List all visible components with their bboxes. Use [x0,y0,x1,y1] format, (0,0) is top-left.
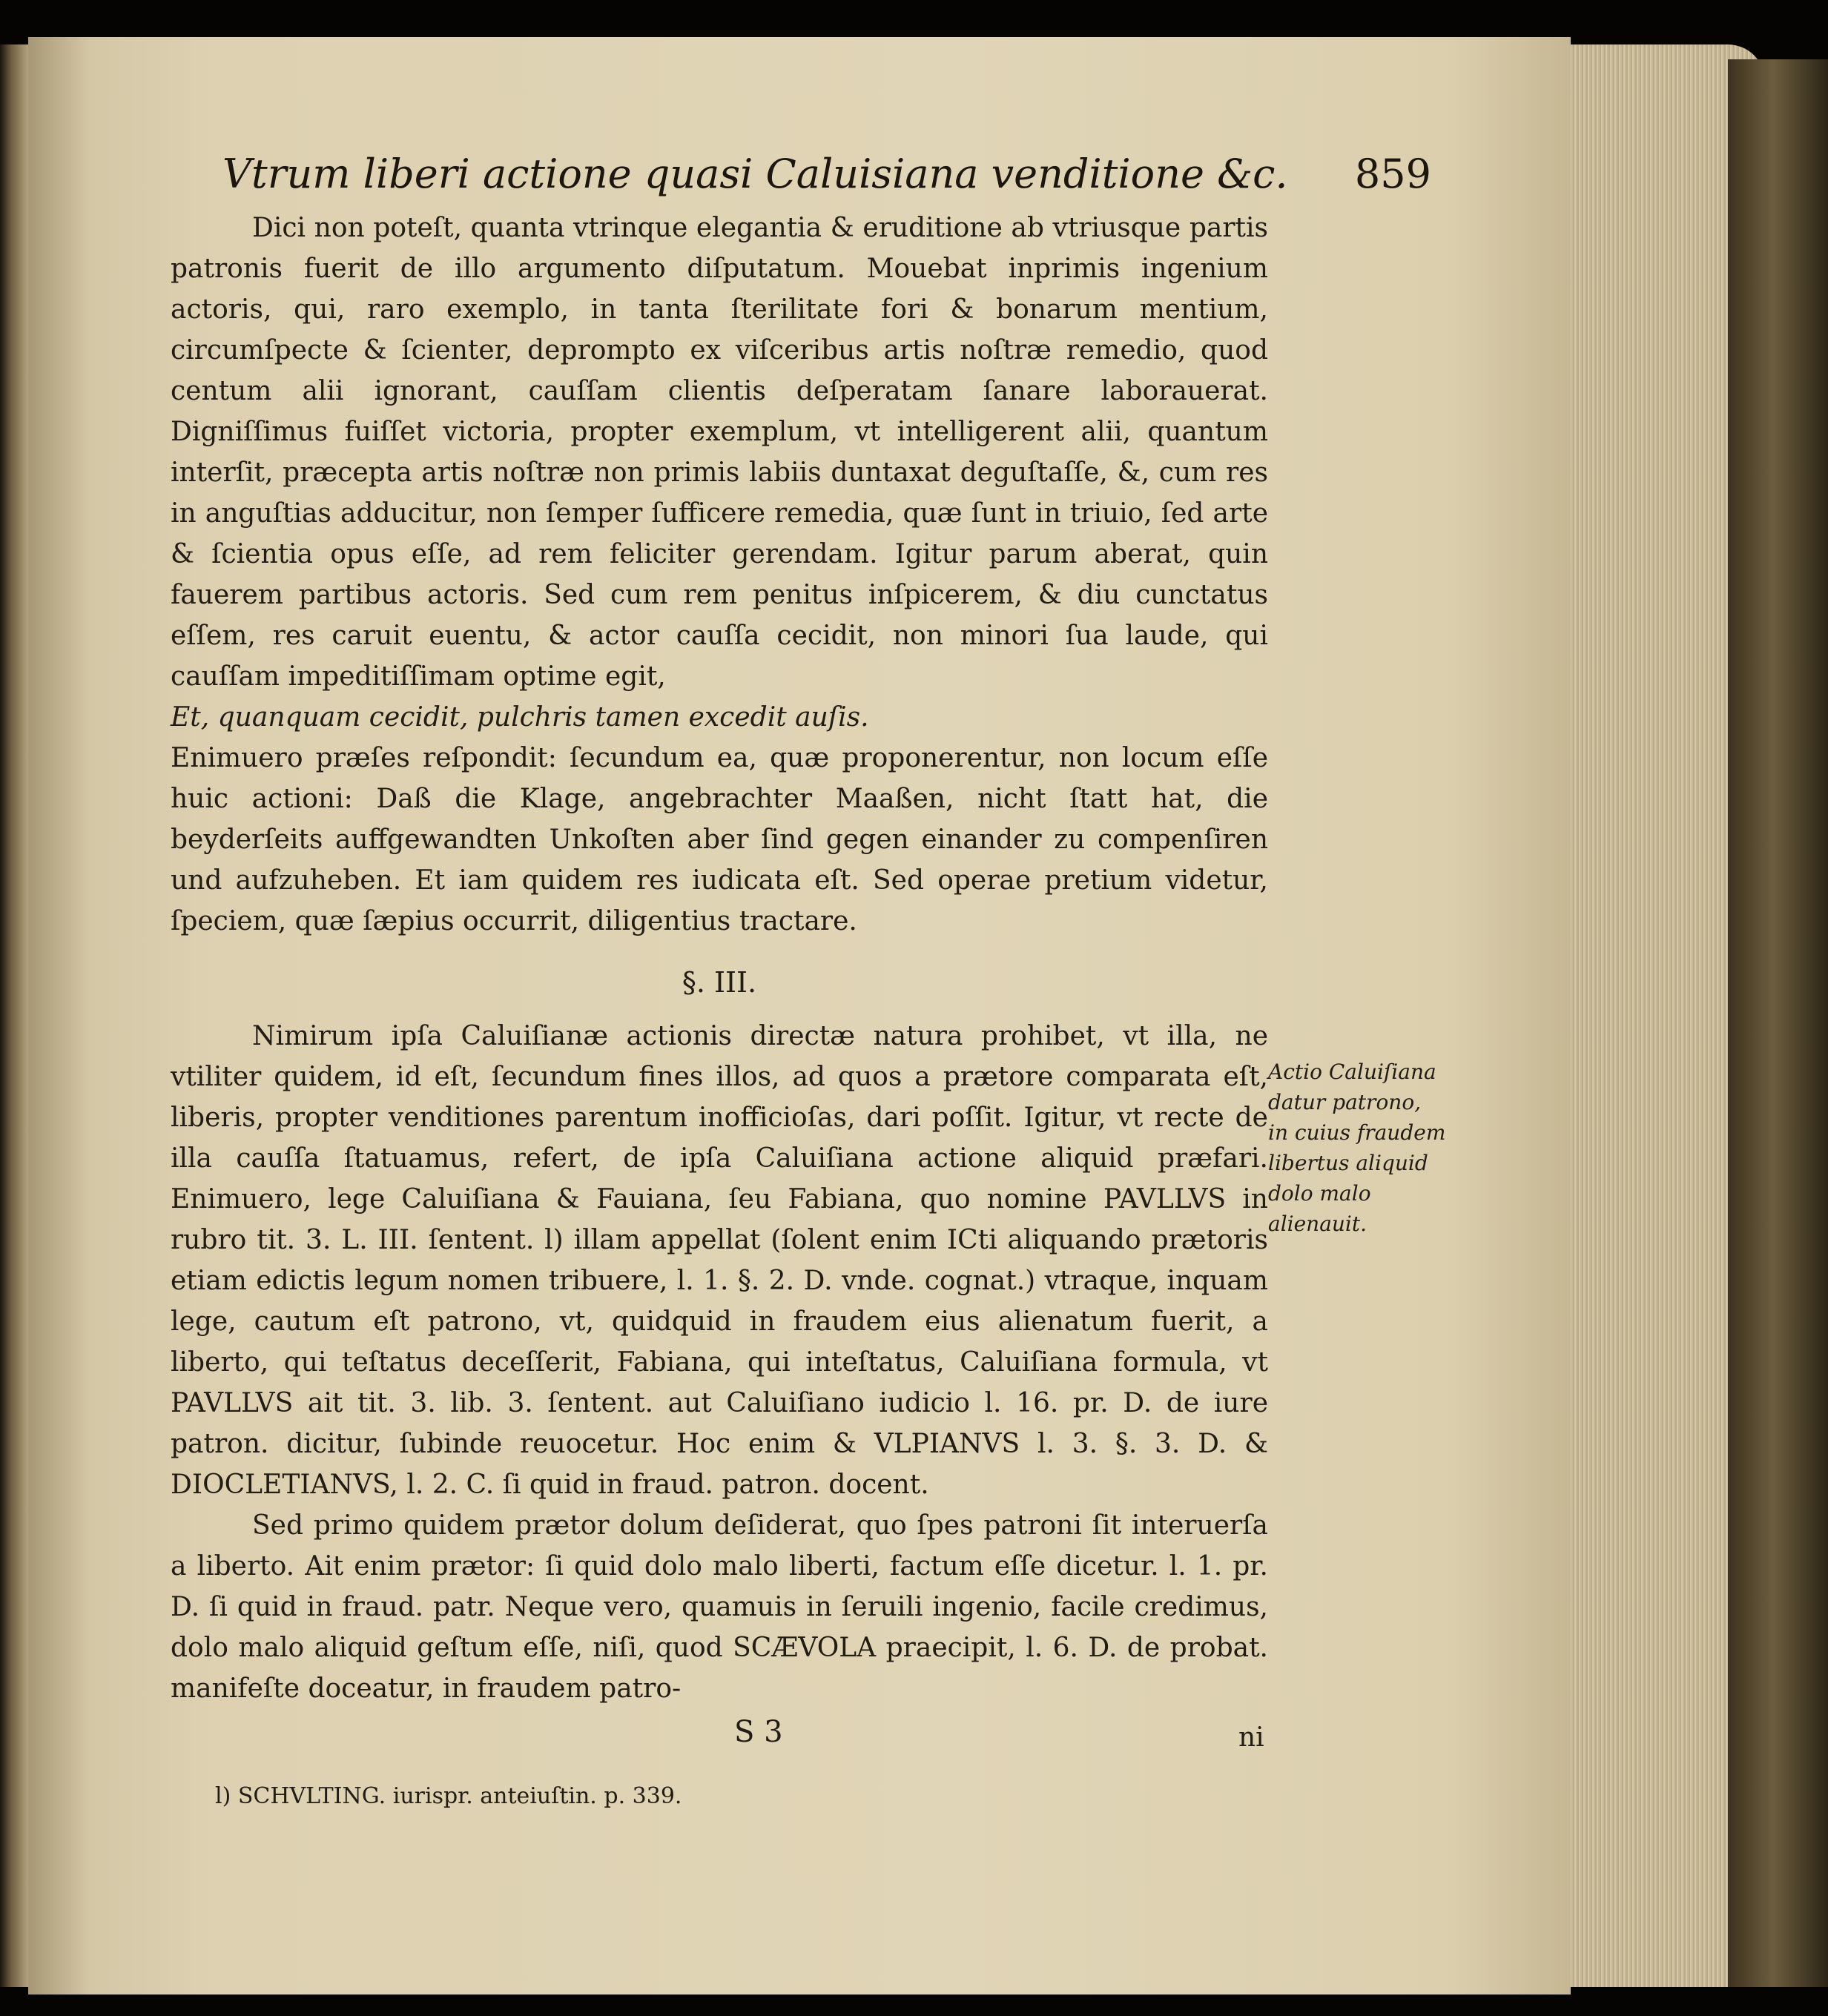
margin-note: Actio Caluiſiana datur patrono, in cuius fraudem libertus aliquid dolo malo alienauit. [1268,1060,1446,1236]
text-block [171,208,1446,1709]
page-number: 859 [1354,151,1431,197]
running-head [171,141,1505,208]
verse-quote: Et, quanquam cecidit, pulchris tamen excedit auſis. [171,702,869,733]
paragraph-3: Nimirum ipſa Caluiſianæ actionis directæ natura prohibet, vt illa, ne vtiliter quidem, id eſt, ſecundum fines illos, ad quos a prætore comparata eſt, liberis, propter venditiones parentum inofficioſas, dari poſſit. Igitur, vt recte de illa cauſſa ſtatuamus, refert, de ipſa Caluiſiana actione aliquid præfari. Enimuero, lege Caluiſiana & Fauiana, ſeu Fabiana, quo nomine PAVLLVS in rubro tit. 3. L. III. ſentent. l) illam appellat (ſolent enim ICti aliquando prætoris etiam edictis legum nomen tribuere, l. 1. §. 2. D. vnde. cognat.) vtraque, inquam lege, cautum eſt patrono, vt, quidquid in fraudem eius alienatum fuerit, a liberto, qui teſtatus deceſſerit, Fabiana, qui inteſtatus, Caluiſiana formula, vt PAVLLVS ait tit. 3. lib. 3. ſentent. aut Caluiſiano iudicio l. 16. pr. D. de iure patron. dicitur, ſubinde reuocetur. Hoc enim & VLPIANVS l. 3. §. 3. D. & DIOCLETIANVS, l. 2. C. ſi quid in fraud. patron. docent. [171,1021,1268,1500]
running-title: Vtrum liberi actione quasi Caluisiana venditione &c. [222,151,1288,197]
left-page-edge [0,44,28,1987]
page-content [171,141,1505,1811]
paragraph-4: Sed primo quidem prætor dolum deſiderat, quo ſpes patroni ſit interuerſa a liberto. Ait enim prætor: ſi quid dolo malo liberti, factum eſſe dicetur. l. 1. pr. D. ſi quid in fraud. patr. Neque vero, quamuis in ſeruili ingenio, facile credimus, dolo malo aliquid geſtum eſſe, niſi, quod SCÆVOLA praecipit, l. 6. D. de probat. manifeſte doceatur, in fraudem patro- [171,1510,1268,1704]
signature-mark: S 3 [734,1715,783,1749]
paragraph-2: Enimuero præſes reſpondit: ſecundum ea, quæ proponerentur, non locum eſſe huic actioni: Daß die Klage, angebrachter Maaßen, nicht ſtatt hat, die beyderſeits auffgewandten Unkoſten aber ſind gegen einander zu compenſiren und aufzuheben. Et iam quidem res iudicata eſt. Sed operae pretium videtur, ſpeciem, quæ ſæpius occurrit, diligentius tractare. [171,743,1268,936]
signature-line [171,1715,1505,1767]
catchword: ni [1238,1722,1264,1753]
paragraph-1: Dici non poteſt, quanta vtrinque elegantia & eruditione ab vtriusque partis patronis fuerit de illo argumento diſputatum. Mouebat inprimis ingenium actoris, qui, raro exemplo, in tanta ſterilitate fori & bonarum mentium, circumſpecte & ſcienter, deprompto ex viſceribus artis noſtræ remedio, quod centum alii ignorant, cauſſam clientis deſperatam ſanare laborauerat. Digniſſimus fuiſſet victoria, propter exemplum, vt intelligerent alii, quantum interſit, præcepta artis noſtræ non primis labiis duntaxat deguſtaſſe, &, cum res in anguſtias adducitur, non ſemper ſufficere remedia, quæ ſunt in triuio, ſed arte & ſcientia opus eſſe, ad rem feliciter gerendam. Igitur parum aberat, quin fauerem partibus actoris. Sed cum rem penitus inſpicerem, & diu cunctatus eſſem, res caruit euentu, & actor cauſſa cecidit, non minori ſua laude, qui cauſſam impeditiſſimam optime egit, [171,213,1268,692]
section-heading: §. III. [682,966,757,999]
footnote: l) SCHVLTING. iurispr. anteiuſtin. p. 339. [215,1783,682,1809]
book-cover [1728,59,1828,1987]
